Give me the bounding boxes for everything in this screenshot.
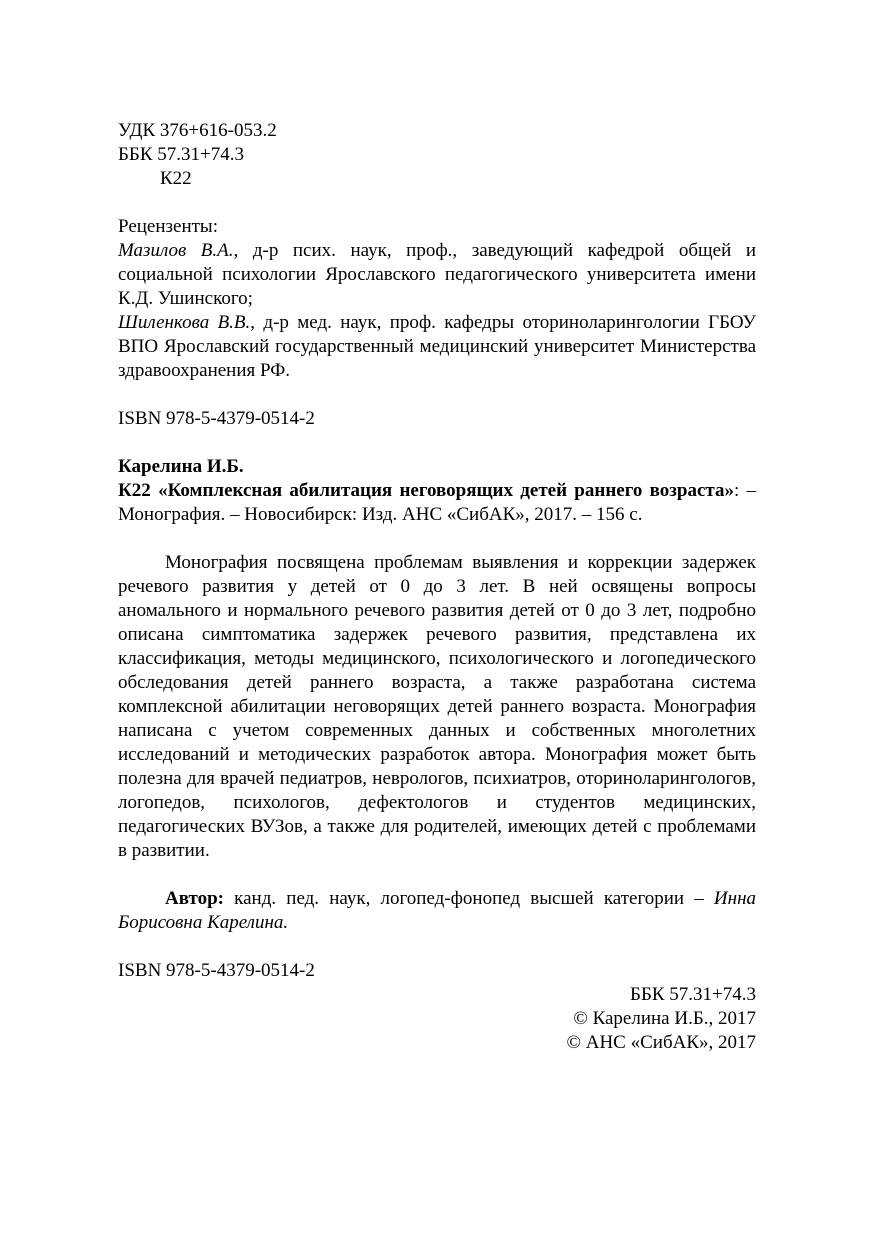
- copyright-bbk: ББК 57.31+74.3: [630, 984, 756, 1005]
- copyright-publisher: © АНС «СибАК», 2017: [566, 1032, 756, 1053]
- reviewer-2-description: , д-р мед. наук, проф. кафедры оториноларингологии ГБОУ ВПО Ярославский государственный медицинский университет Министерства здравоохранения РФ.: [118, 312, 756, 381]
- isbn-top: ISBN 978-5-4379-0514-2: [118, 408, 315, 429]
- reviewer-1-description: , д-р псих. наук, проф., заведующий кафедрой общей и социальной психологии Ярославского педагогического университета имени К.Д. Ушинского;: [118, 240, 756, 309]
- bib-title: «Комплексная абилитация неговорящих детей раннего возраста»: [158, 480, 734, 501]
- bib-details: : – Монография. – Новосибирск: Изд. АНС «СибАК», 2017. – 156 с.: [118, 480, 757, 525]
- reviewer-1: [118, 239, 756, 311]
- bibliographic-block: [118, 455, 756, 527]
- bbk-code: ББК 57.31+74.3: [118, 144, 244, 165]
- reviewer-2: [118, 311, 756, 383]
- author-credentials: канд. пед. наук, логопед-фонопед высшей категории –: [224, 888, 714, 909]
- reviewer-2-name: Шиленкова В.В.: [118, 312, 251, 333]
- reviewers-heading: Рецензенты:: [118, 216, 218, 237]
- author-sign: К22: [160, 168, 192, 189]
- bib-entry: [118, 479, 756, 527]
- reviewers-block: [118, 215, 756, 383]
- reviewer-1-name: Мазилов В.А.: [118, 240, 234, 261]
- author-full-name: Инна Борисовна Карелина.: [118, 888, 756, 933]
- classification-block: [118, 119, 756, 191]
- copyright-block: [118, 983, 756, 1055]
- udk-code: УДК 376+616-053.2: [118, 120, 277, 141]
- copyright-page: [118, 119, 756, 1055]
- isbn-bottom: ISBN 978-5-4379-0514-2: [118, 960, 315, 981]
- bib-author: Карелина И.Б.: [118, 456, 244, 477]
- copyright-author: © Карелина И.Б., 2017: [573, 1008, 756, 1029]
- abstract-paragraph: Монография посвящена проблемам выявления и коррекции задержек речевого развития у детей от 0 до 3 лет. В ней освящены вопросы аномального и нормального речевого развития детей от 0 до 3 лет, подробно описана симптоматика задержек речевого развития, представлена их классификация, методы медицинского, психологического и логопедического обследования детей раннего возраста, а также разработана система комплексной абилитации неговорящих детей раннего возраста. Монография написана с учетом современных данных и собственных многолетних исследований и методических разработок автора. Монография может быть полезна для врачей педиатров, неврологов, психиатров, оториноларингологов, логопедов, психологов, дефектологов и студентов медицинских, педагогических ВУЗов, а также для родителей, имеющих детей с проблемами в развитии.: [118, 552, 756, 861]
- author-info: [118, 887, 756, 935]
- author-label: Автор:: [165, 888, 224, 909]
- bib-code: К22: [118, 480, 151, 501]
